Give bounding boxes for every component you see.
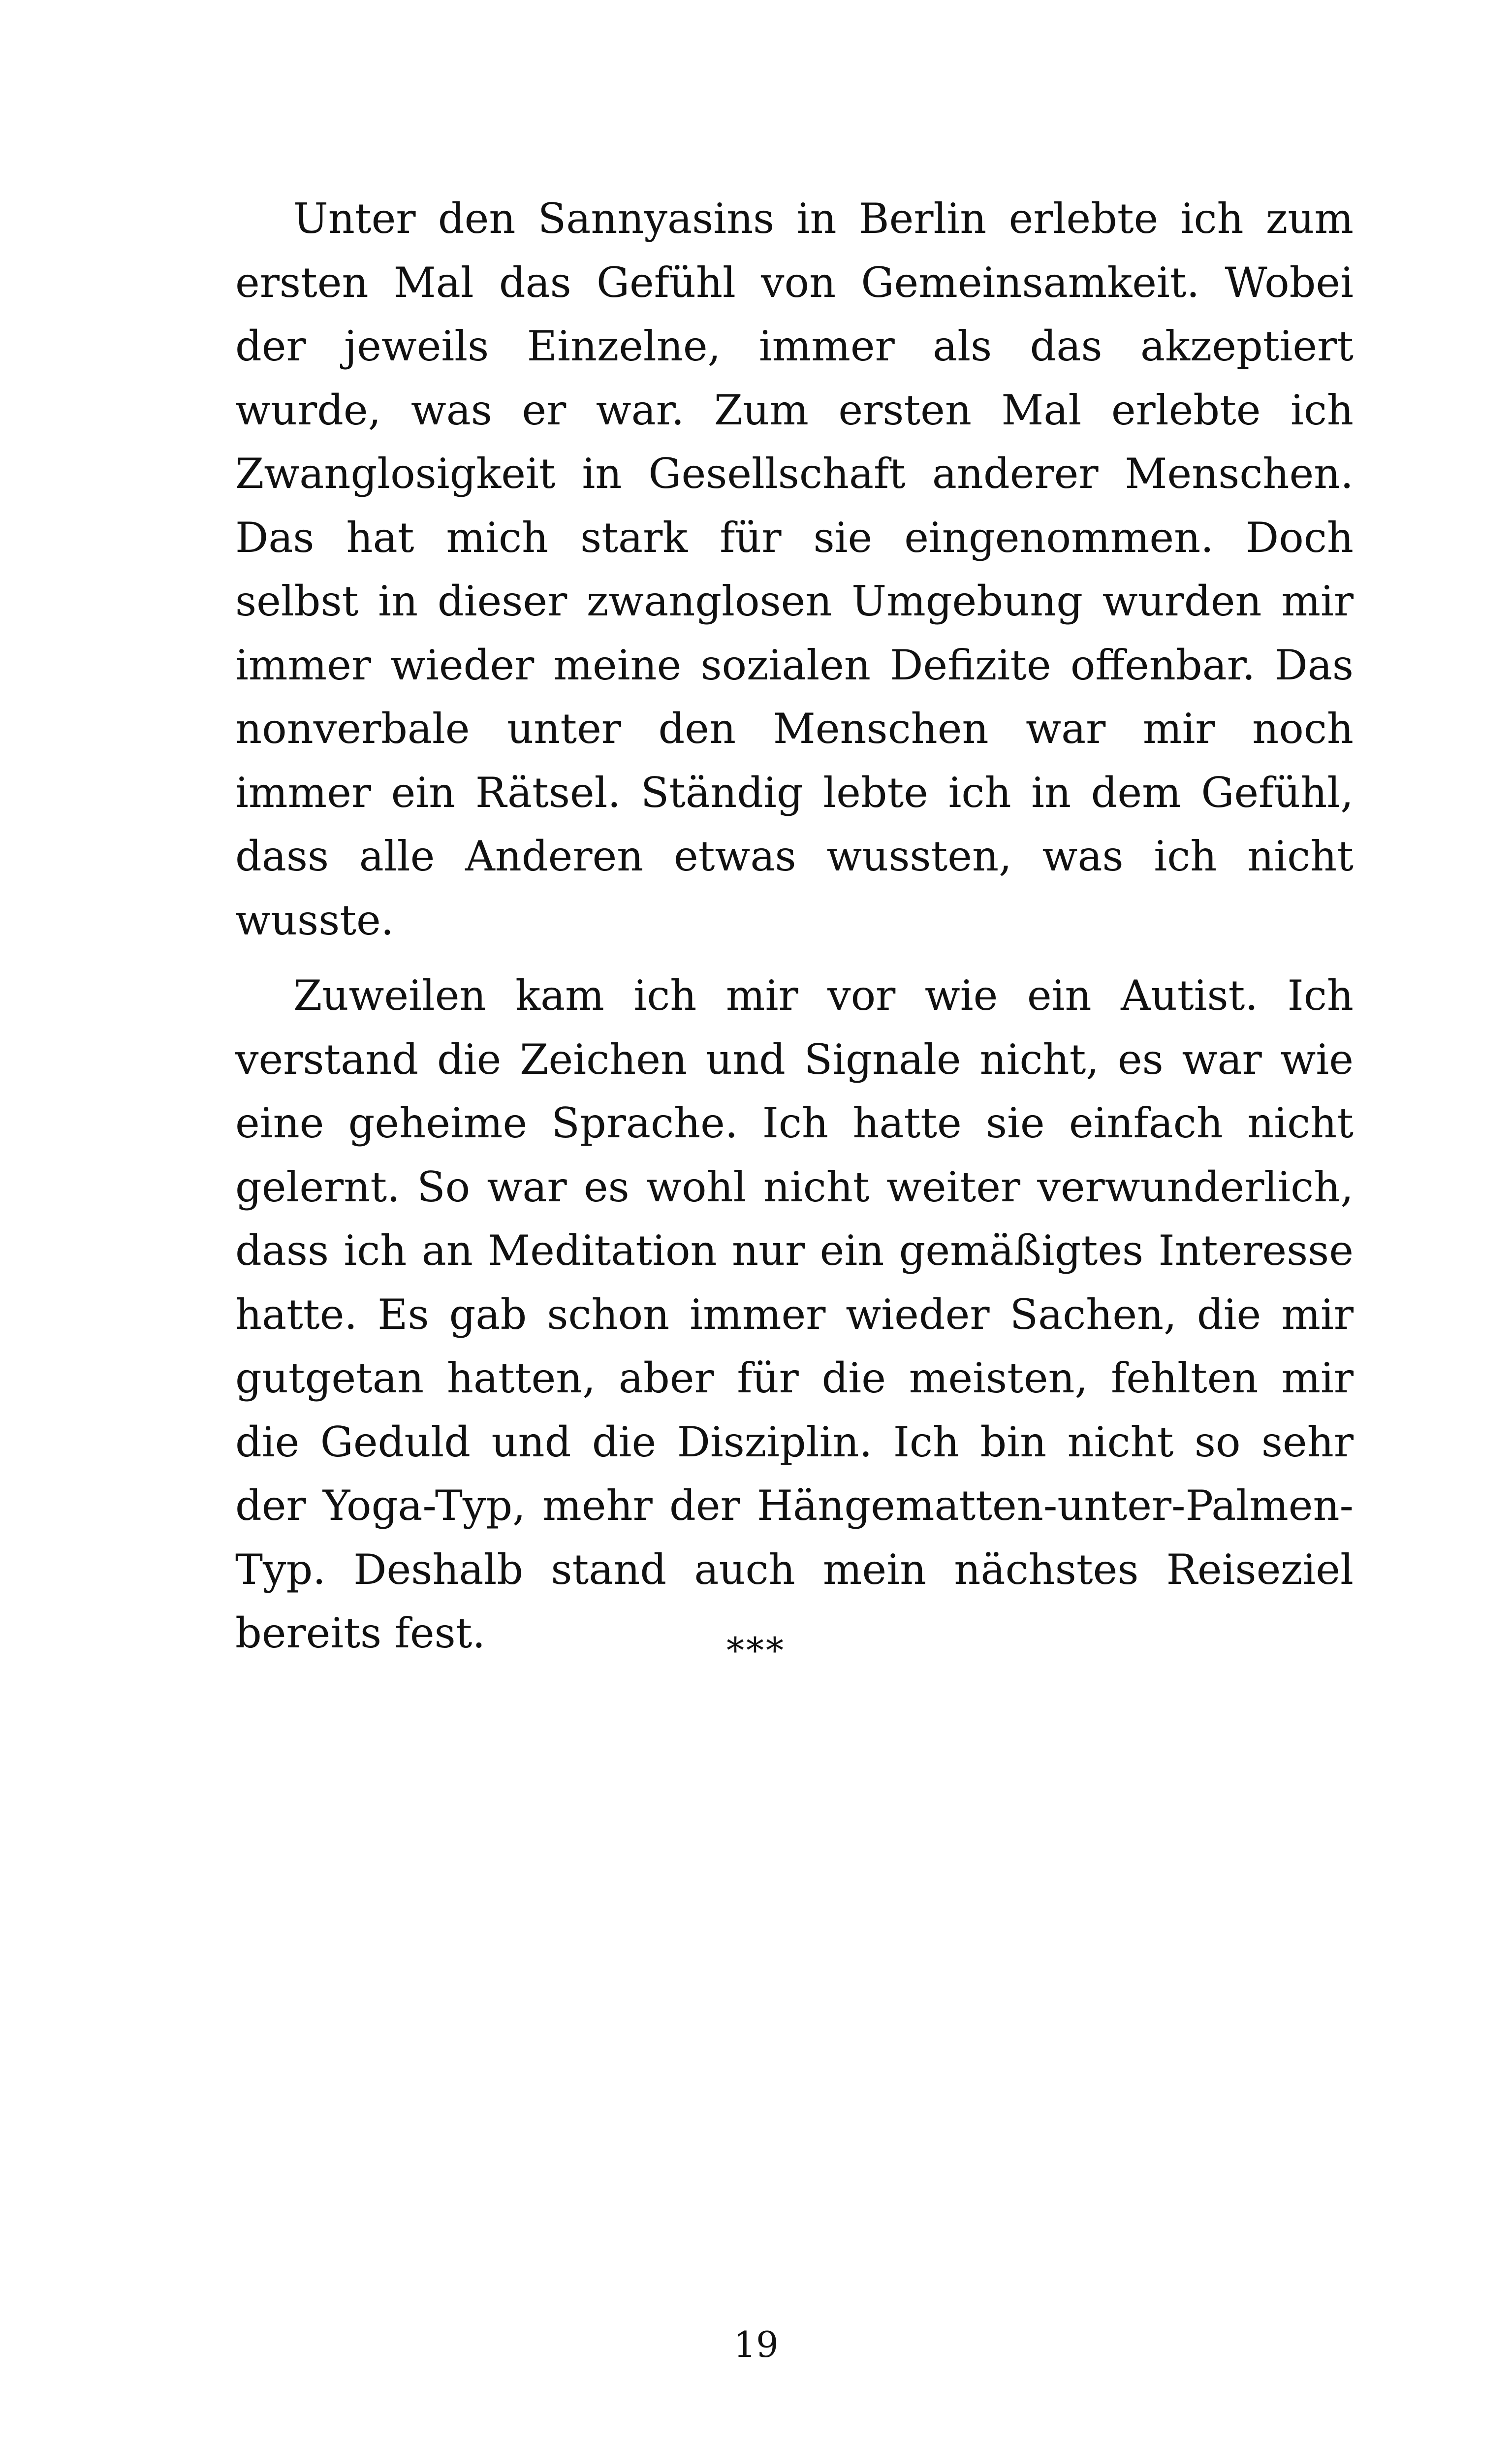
page-number: 19: [733, 2324, 779, 2365]
paragraph: Zuweilen kam ich mir vor wie ein Autist. Ich verstand die Zeichen und Signale nicht, es war wie eine geheime Sprache. Ich hatte sie einfach nicht gelernt. So war es wohl nicht weiter verwunderlich, dass ich an Meditation nur ein gemäßigtes Interesse hatte. Es gab schon immer wieder Sachen, die mir gutgetan hatten, aber für die meisten, fehlten mir die Geduld und die Disziplin. Ich bin nicht so sehr der Yoga-Typ, mehr der Hängematten-unter-Palmen-Typ. Deshalb stand auch mein nächstes Reiseziel bereits fest.: [235, 971, 1354, 1657]
scene-break: ***: [726, 1630, 786, 1671]
paragraph: Unter den Sannyasins in Berlin erlebte ich zum ersten Mal das Gefühl von Gemeinsamkeit. Wobei der jeweils Einzelne, immer als das akzeptiert wurde, was er war. Zum ersten Mal erlebte ich Zwanglosigkeit in Gesellschaft anderer Menschen. Das hat mich stark für sie eingenommen. Doch selbst in dieser zwanglosen Umgebung wurden mir immer wieder meine sozialen Defizite offenbar. Das nonverbale unter den Menschen war mir noch immer ein Rätsel. Ständig lebte ich in dem Gefühl, dass alle Anderen etwas wussten, was ich nicht wusste.: [235, 194, 1354, 944]
body-text: [235, 187, 1354, 1666]
